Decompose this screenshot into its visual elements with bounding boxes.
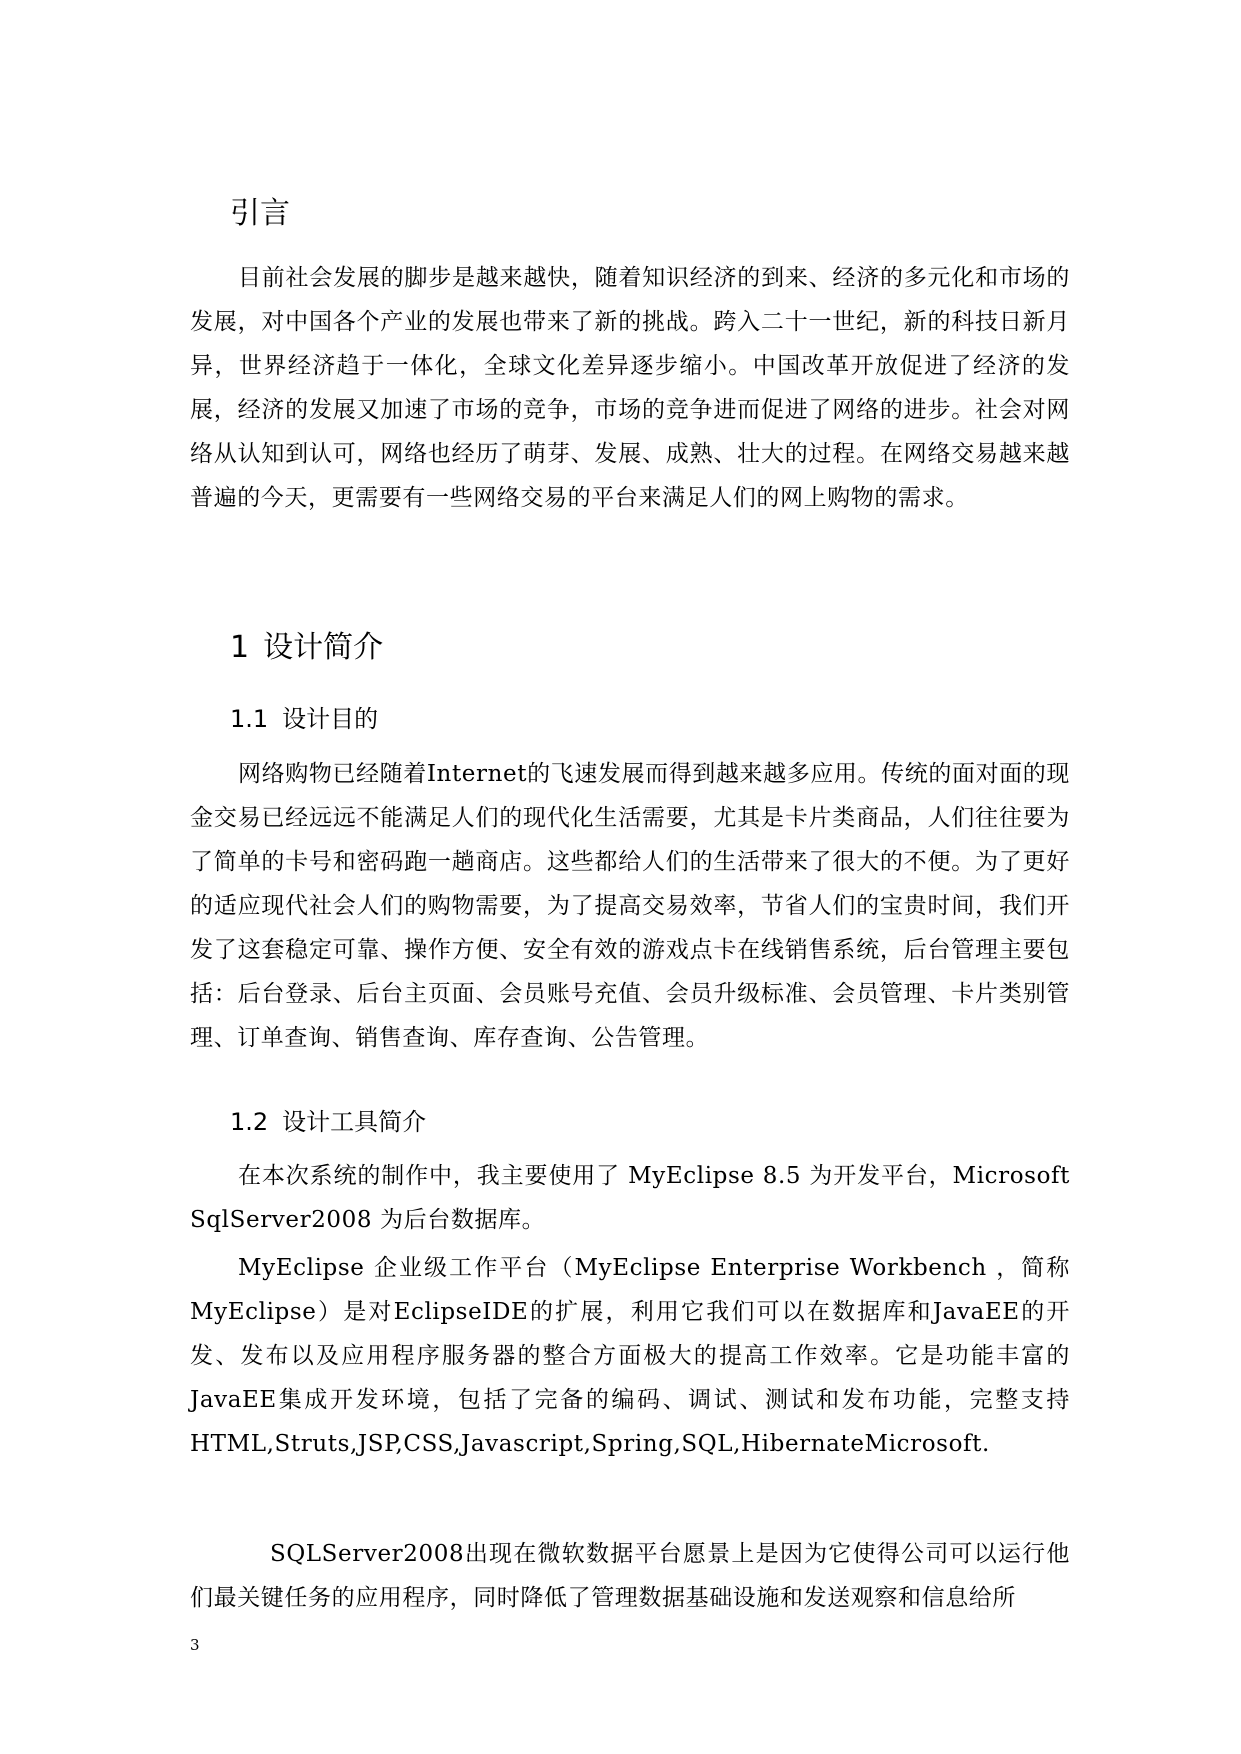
intro-title: 引言 bbox=[230, 196, 290, 231]
page-number: 3 bbox=[190, 1636, 200, 1654]
design-tools-number: 1.2 bbox=[230, 1108, 269, 1136]
design-tools-paragraph: 在本次系统的制作中，我主要使用了 MyEclipse 8.5 为开发平台，Microsoft SqlServer2008 为后台数据库。 bbox=[190, 1163, 1070, 1233]
intro-heading bbox=[230, 188, 290, 232]
design-purpose-title: 设计目的 bbox=[282, 705, 379, 733]
design-tools-heading bbox=[230, 1102, 426, 1137]
sqlserver-paragraph: SQLServer2008出现在微软数据平台愿景上是因为它使得公司可以运行他们最关键任务的应用程序，同时降低了管理数据基础设施和发送观察和信息给所 bbox=[190, 1541, 1070, 1611]
design-purpose-paragraph: 网络购物已经随着Internet的飞速发展而得到越来越多应用。传统的面对面的现金交易已经远远不能满足人们的现代化生活需要，尤其是卡片类商品，人们往往要为了简单的卡号和密码跑一趟商店。这些都给人们的生活带来了很大的不便。为了更好的适应现代社会人们的购物需要，为了提高交易效率，节省人们的宝贵时间，我们开发了这套稳定可靠、操作方便、安全有效的游戏点卡在线销售系统，后台管理主要包括：后台登录、后台主页面、会员账号充值、会员升级标准、会员管理、卡片类别管理、订单查询、销售查询、库存查询、公告管理。 bbox=[190, 761, 1070, 1051]
intro-paragraph: 目前社会发展的脚步是越来越快，随着知识经济的到来、经济的多元化和市场的发展，对中国各个产业的发展也带来了新的挑战。跨入二十一世纪，新的科技日新月异，世界经济趋于一体化，全球文化差异逐步缩小。中国改革开放促进了经济的发展，经济的发展又加速了市场的竞争，市场的竞争进而促进了网络的进步。社会对网络从认知到认可，网络也经历了萌芽、发展、成熟、壮大的过程。在网络交易越来越普遍的今天，更需要有一些网络交易的平台来满足人们的网上购物的需求。 bbox=[190, 265, 1070, 511]
design-purpose-number: 1.1 bbox=[230, 705, 269, 733]
design-intro-title: 设计简介 bbox=[263, 630, 384, 665]
design-intro-number: 1 bbox=[230, 630, 250, 665]
design-purpose-heading bbox=[230, 699, 378, 734]
myeclipse-paragraph: MyEclipse 企业级工作平台（MyEclipse Enterprise Workbench ，简称MyEclipse）是对EclipseIDE的扩展，利用它我们可以在数据库和JavaEE的开发、发布以及应用程序服务器的整合方面极大的提高工作效率。它是功能丰富的JavaEE集成开发环境，包括了完备的编码、调试、测试和发布功能，完整支持HTML,Struts,JSP,CSS,Javascript,Spring,SQL,HibernateMicrosoft. bbox=[190, 1255, 1070, 1457]
design-intro-heading bbox=[230, 622, 383, 666]
design-tools-title: 设计工具简介 bbox=[282, 1108, 427, 1136]
